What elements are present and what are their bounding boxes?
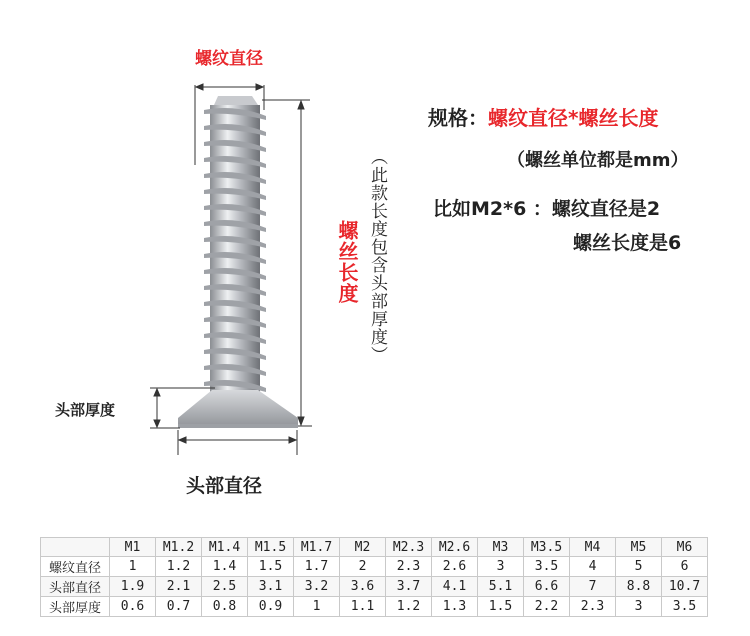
table-cell: 3.5 [662, 597, 708, 617]
spec-example-line2: 螺丝长度是6 [573, 232, 682, 254]
table-header-cell: M1.5 [248, 538, 294, 557]
table-row-label: 螺纹直径 [41, 557, 110, 577]
table-header-cell: M1.2 [156, 538, 202, 557]
table-row-label: 头部直径 [41, 577, 110, 597]
table-cell: 0.7 [156, 597, 202, 617]
table-corner [41, 538, 110, 557]
table-cell: 1.1 [340, 597, 386, 617]
table-header-cell: M2.3 [386, 538, 432, 557]
table-header-cell: M1.7 [294, 538, 340, 557]
table-row [41, 577, 708, 597]
table-cell: 2.2 [524, 597, 570, 617]
table-cell: 1.2 [386, 597, 432, 617]
screw-head [178, 390, 298, 428]
table-cell: 1.9 [110, 577, 156, 597]
screw-tip [214, 96, 258, 105]
length-note: （此款长度包含头部厚度） [367, 148, 387, 364]
spec-prefix: 规格： [428, 106, 488, 130]
table-cell: 0.8 [202, 597, 248, 617]
spec-table [40, 537, 708, 617]
table-header-cell: M3 [478, 538, 524, 557]
table-cell: 2 [340, 557, 386, 577]
table-cell: 1 [110, 557, 156, 577]
head-diameter-dimension [178, 430, 297, 455]
table-cell: 3.7 [386, 577, 432, 597]
table-cell: 1.5 [478, 597, 524, 617]
thread-diameter-label: 螺纹直径 [195, 49, 263, 69]
table-cell: 6.6 [524, 577, 570, 597]
table-cell: 4.1 [432, 577, 478, 597]
screw-length-dimension [262, 100, 312, 426]
table-cell: 1.2 [156, 557, 202, 577]
table-cell: 5 [616, 557, 662, 577]
table-cell: 8.8 [616, 577, 662, 597]
table-header-cell: M3.5 [524, 538, 570, 557]
head-thickness-label: 头部厚度 [55, 401, 116, 419]
table-cell: 5.1 [478, 577, 524, 597]
table-cell: 2.3 [570, 597, 616, 617]
table-cell: 2.6 [432, 557, 478, 577]
head-diameter-label: 头部直径 [186, 475, 263, 497]
table-cell: 10.7 [662, 577, 708, 597]
table-cell: 1.4 [202, 557, 248, 577]
table-cell: 2.1 [156, 577, 202, 597]
spec-unit-note: （螺丝单位都是mm） [507, 150, 689, 171]
table-header-cell: M2 [340, 538, 386, 557]
table-cell: 2.5 [202, 577, 248, 597]
table-header-cell: M4 [570, 538, 616, 557]
table-cell: 3.1 [248, 577, 294, 597]
table-cell: 1.3 [432, 597, 478, 617]
table-cell: 4 [570, 557, 616, 577]
table-cell: 3 [616, 597, 662, 617]
spec-line-format [428, 102, 658, 131]
table-cell: 1.5 [248, 557, 294, 577]
table-row-label: 头部厚度 [41, 597, 110, 617]
table-cell: 0.6 [110, 597, 156, 617]
table-row [41, 597, 708, 617]
table-header-cell: M1 [110, 538, 156, 557]
table-cell: 3.2 [294, 577, 340, 597]
table-header-row [41, 538, 708, 557]
screw-length-label: 螺丝长度 [335, 220, 359, 304]
table-cell: 3.6 [340, 577, 386, 597]
table-header-cell: M1.4 [202, 538, 248, 557]
table-cell: 1.7 [294, 557, 340, 577]
table-header-cell: M6 [662, 538, 708, 557]
table-cell: 7 [570, 577, 616, 597]
table-header-cell: M2.6 [432, 538, 478, 557]
spec-format-value: 螺纹直径*螺丝长度 [488, 106, 659, 130]
table-row [41, 557, 708, 577]
spec-example-line1: 比如M2*6 ：螺纹直径是2 [433, 198, 661, 220]
table-cell: 1 [294, 597, 340, 617]
table-cell: 2.3 [386, 557, 432, 577]
table-cell: 0.9 [248, 597, 294, 617]
table-cell: 3.5 [524, 557, 570, 577]
table-cell: 3 [478, 557, 524, 577]
table-cell: 6 [662, 557, 708, 577]
table-header-cell: M5 [616, 538, 662, 557]
